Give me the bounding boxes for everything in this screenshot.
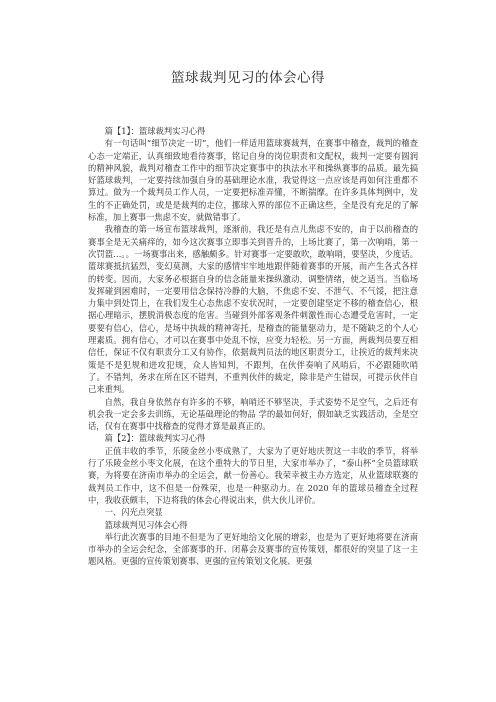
paragraph: 我稽查的第一场宣布篮球裁判，逐渐前，我还是有点儿焦虑不安的，由于以前稽查的赛事全是无关痛痒的，如今这次赛事立即事关到晋升的，上场比赛了，第一次响哨，第一次罚篮…。。一场赛事出来，感触颇多。针对赛事一定要敢吹，敢响哨，要坚决，少度话。篮球赛抵抗猛烈，变幻莫测，大家的感情牢牢地地跟伴随着赛事的开展，而产生各式各样的转变。因而，大家务必根据自身的信念能量来操纵激动，调整情绪，使之适当。当临场发挥碰到困难时，一定要用信念保持冷静的大脑，不焦虑不安、不泄气、不气馁，把注意力集中到处罚上，在我们发生心态焦虑不安状况时，一定要创建坚定不移的稽查信心，根据心理暗示，摆脱消极态度的危害。当碰到外部客观条件刺激性而心态遭受危害时，一定要要有信心，信心，是场中执裁的精神寄托，是稽查的能量驱动力，是不随缺乏的个人心理素质。拥有信心，才可以在赛事中处乱不惊，应变力轻松。另一方面，两裁判员要互相信任，保证不仅有职责分工又有协作，依据裁判员法的地区职责分工，让挨近的裁判来决策是不是犯规和进攻犯规，众人皆知判，不跟判，在伙伴奏响了风哨后，不必跟随吹哨了。不错判，务求在所在区不错判，不重判伙伴的裁定，除非是产生错误，可提示伙伴自己来重判。 bbox=[88, 224, 418, 395]
section-heading: 篇【2】：篮球裁判实习心得 bbox=[104, 433, 206, 444]
document-title: 篮球裁判见习的体会心得 bbox=[171, 70, 325, 86]
subsection-heading: 一、闪光点突显 bbox=[104, 507, 163, 518]
subsection-heading: 篮球裁判见习体会心得 bbox=[104, 519, 188, 530]
paragraph: 举行此次赛事的目地不但是为了更好地给文化展的增彩，也是为了更好地将要在济南市举办的全运会纪念，全部赛事的开、闭幕会及赛事的宣传策划，都很好的突显了这一主题风格。更强的宣传策划赛事、更强的宣传策划文化展、更强 bbox=[88, 531, 418, 567]
paragraph: 有一句话叫“细节决定一切”，他们一样适用篮球赛裁判，在赛事中稽查，裁判的稽查心态一定端正，认真细致地看待赛事，铭记自身的岗位职责和文配权，裁判一定要有圆润的精神风貌，裁判对稽查工作中的细节决定赛事中的执法水平和操纵赛事的品质。最先搞好篮球裁判，一定要持续加强自身的基础理论水准，我觉得这一点应该是再如何注重都不算过。做为一个裁判员工作人员，一定要把标准弄懂，不断揣摩。在许多具体判例中，发生的不正确处罚，或是是裁判的走位，挪球入界的部位不正确这些，全是没有充足的了解标准，加上赛事一焦虑不安，就做错事了。 bbox=[88, 138, 418, 223]
paragraph: 自然，我自身依然存有许多的不够，响哨还不够坚决，手式姿势不足空气，之后还有机会我一定会多去训练，无论基础理论的物品 学的最如何好，假如缺乏实践活动，全是空话，仅有在赛事中找稽查的觉得才算是最真正的。 bbox=[88, 396, 418, 432]
paragraph: 正值丰收的季节，乐陵金丝小枣成熟了，大家为了更好地庆贺这一丰收的季节，将举行了乐陵金丝小枣文化展，在这个重特大的节日里，大家市举办了，“泰山杯”全员篮球联赛，为将要在济南市举办的全运会，献一份善心。我荣幸被主办方选定，从业篮球联赛的裁判员工作中，这不但是一份殊荣，也是一种驱动力。在 2020 年的篮球员稽查全过程中，我收获颇丰，下边将我的体会心得说出来，供大伙儿评价。 bbox=[88, 445, 418, 505]
document-body bbox=[88, 125, 418, 568]
section-heading: 篇【1】：篮球裁判实习心得 bbox=[104, 126, 206, 136]
